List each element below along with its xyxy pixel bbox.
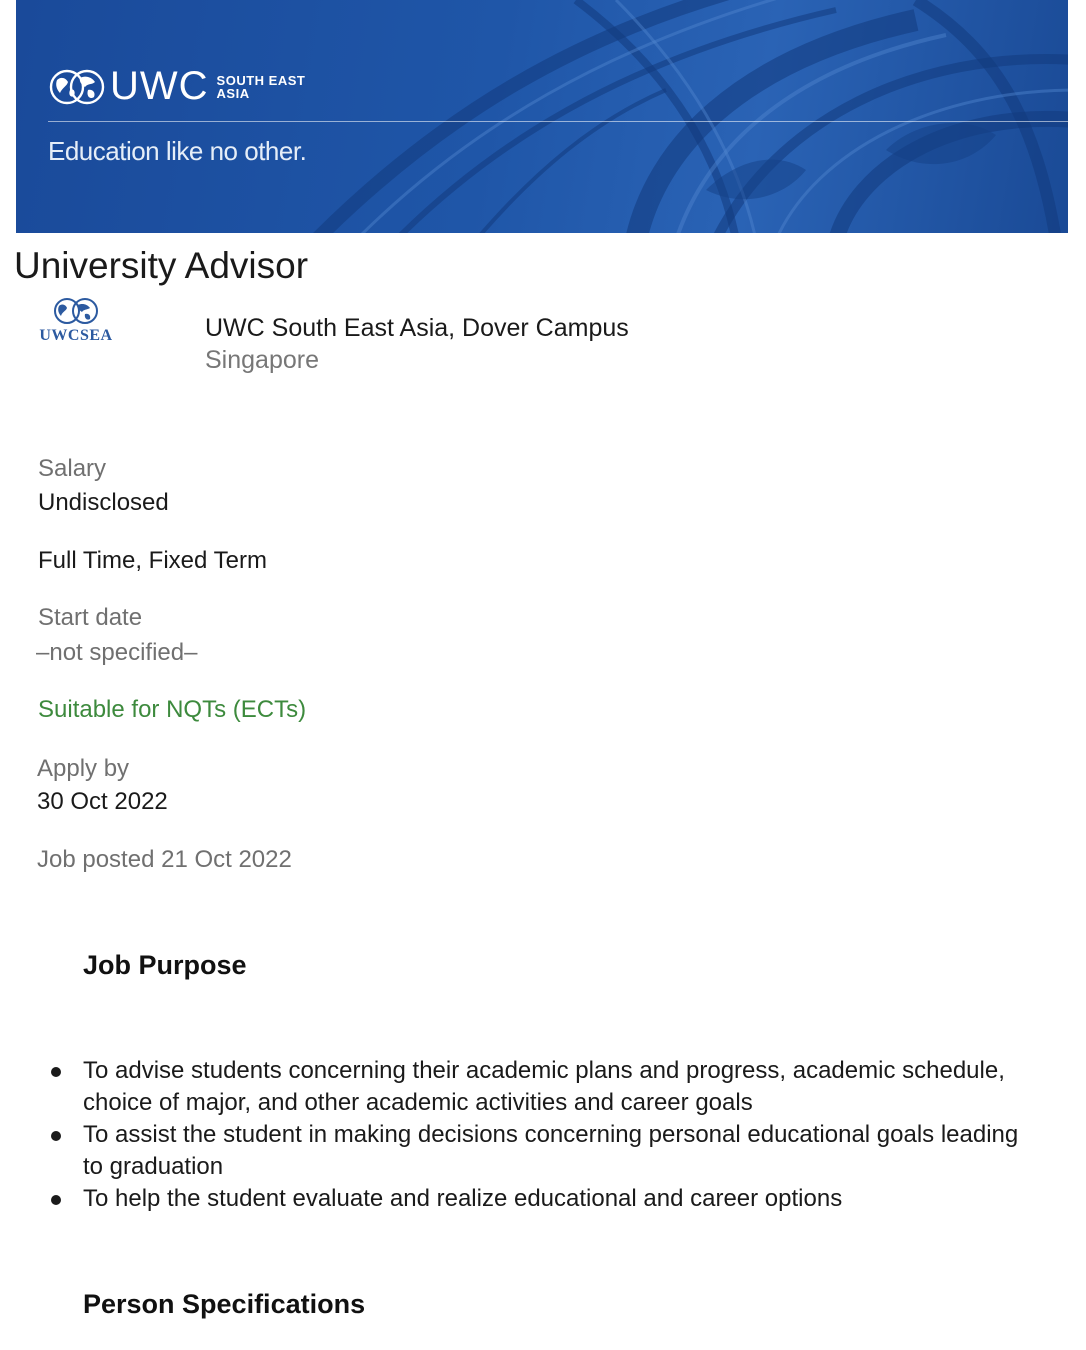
brand-region-line1: SOUTH EAST (216, 72, 306, 88)
job-title: University Advisor (14, 245, 309, 286)
bullet-icon (51, 1131, 61, 1141)
brand-region-line2: ASIA (216, 85, 250, 101)
school-logo[interactable] (36, 296, 116, 345)
school-globe-icon (51, 296, 101, 326)
list-item (48, 1183, 1038, 1215)
list-item-text: To assist the student in making decisions concerning personal educational goals leading to graduation (83, 1121, 1019, 1180)
school-name-link[interactable]: UWC South East Asia, Dover Campus (205, 314, 629, 342)
school-location: Singapore (205, 346, 319, 374)
start-date-label: Start date (38, 604, 143, 631)
contract-type: Full Time, Fixed Term (38, 547, 267, 574)
job-purpose-list (48, 1055, 1038, 1215)
bullet-icon (51, 1195, 61, 1205)
header-banner (16, 0, 1068, 233)
salary-label: Salary (38, 455, 107, 482)
bullet-icon (51, 1067, 61, 1077)
school-logo-text: UWCSEA (39, 327, 113, 344)
job-purpose-heading: Job Purpose (83, 950, 247, 980)
nqt-suitability: Suitable for NQTs (ECTs) (38, 696, 307, 723)
salary-value: Undisclosed (38, 489, 169, 516)
list-item-text: To advise students concerning their academic plans and progress, academic schedule, choice of major, and other academic activities and career goals (83, 1057, 1005, 1116)
brand-wordmark: UWC (110, 64, 209, 108)
list-item-text: To help the student evaluate and realize educational and career options (83, 1185, 843, 1212)
apply-by-value: 30 Oct 2022 (37, 788, 168, 815)
start-date-value: –not specified– (36, 639, 198, 666)
brand-region (217, 74, 306, 100)
job-posted-date: Job posted 21 Oct 2022 (37, 846, 292, 873)
person-spec-heading: Person Specifications (83, 1289, 366, 1319)
apply-by-label: Apply by (37, 755, 130, 782)
banner-divider (48, 121, 1068, 122)
list-item (48, 1055, 1038, 1119)
list-item (48, 1119, 1038, 1183)
banner-sculpture-art (16, 0, 1068, 233)
banner-tagline: Education like no other. (48, 136, 307, 166)
uwc-brand-logo[interactable] (48, 64, 305, 109)
globe-emblem-icon (48, 66, 106, 108)
